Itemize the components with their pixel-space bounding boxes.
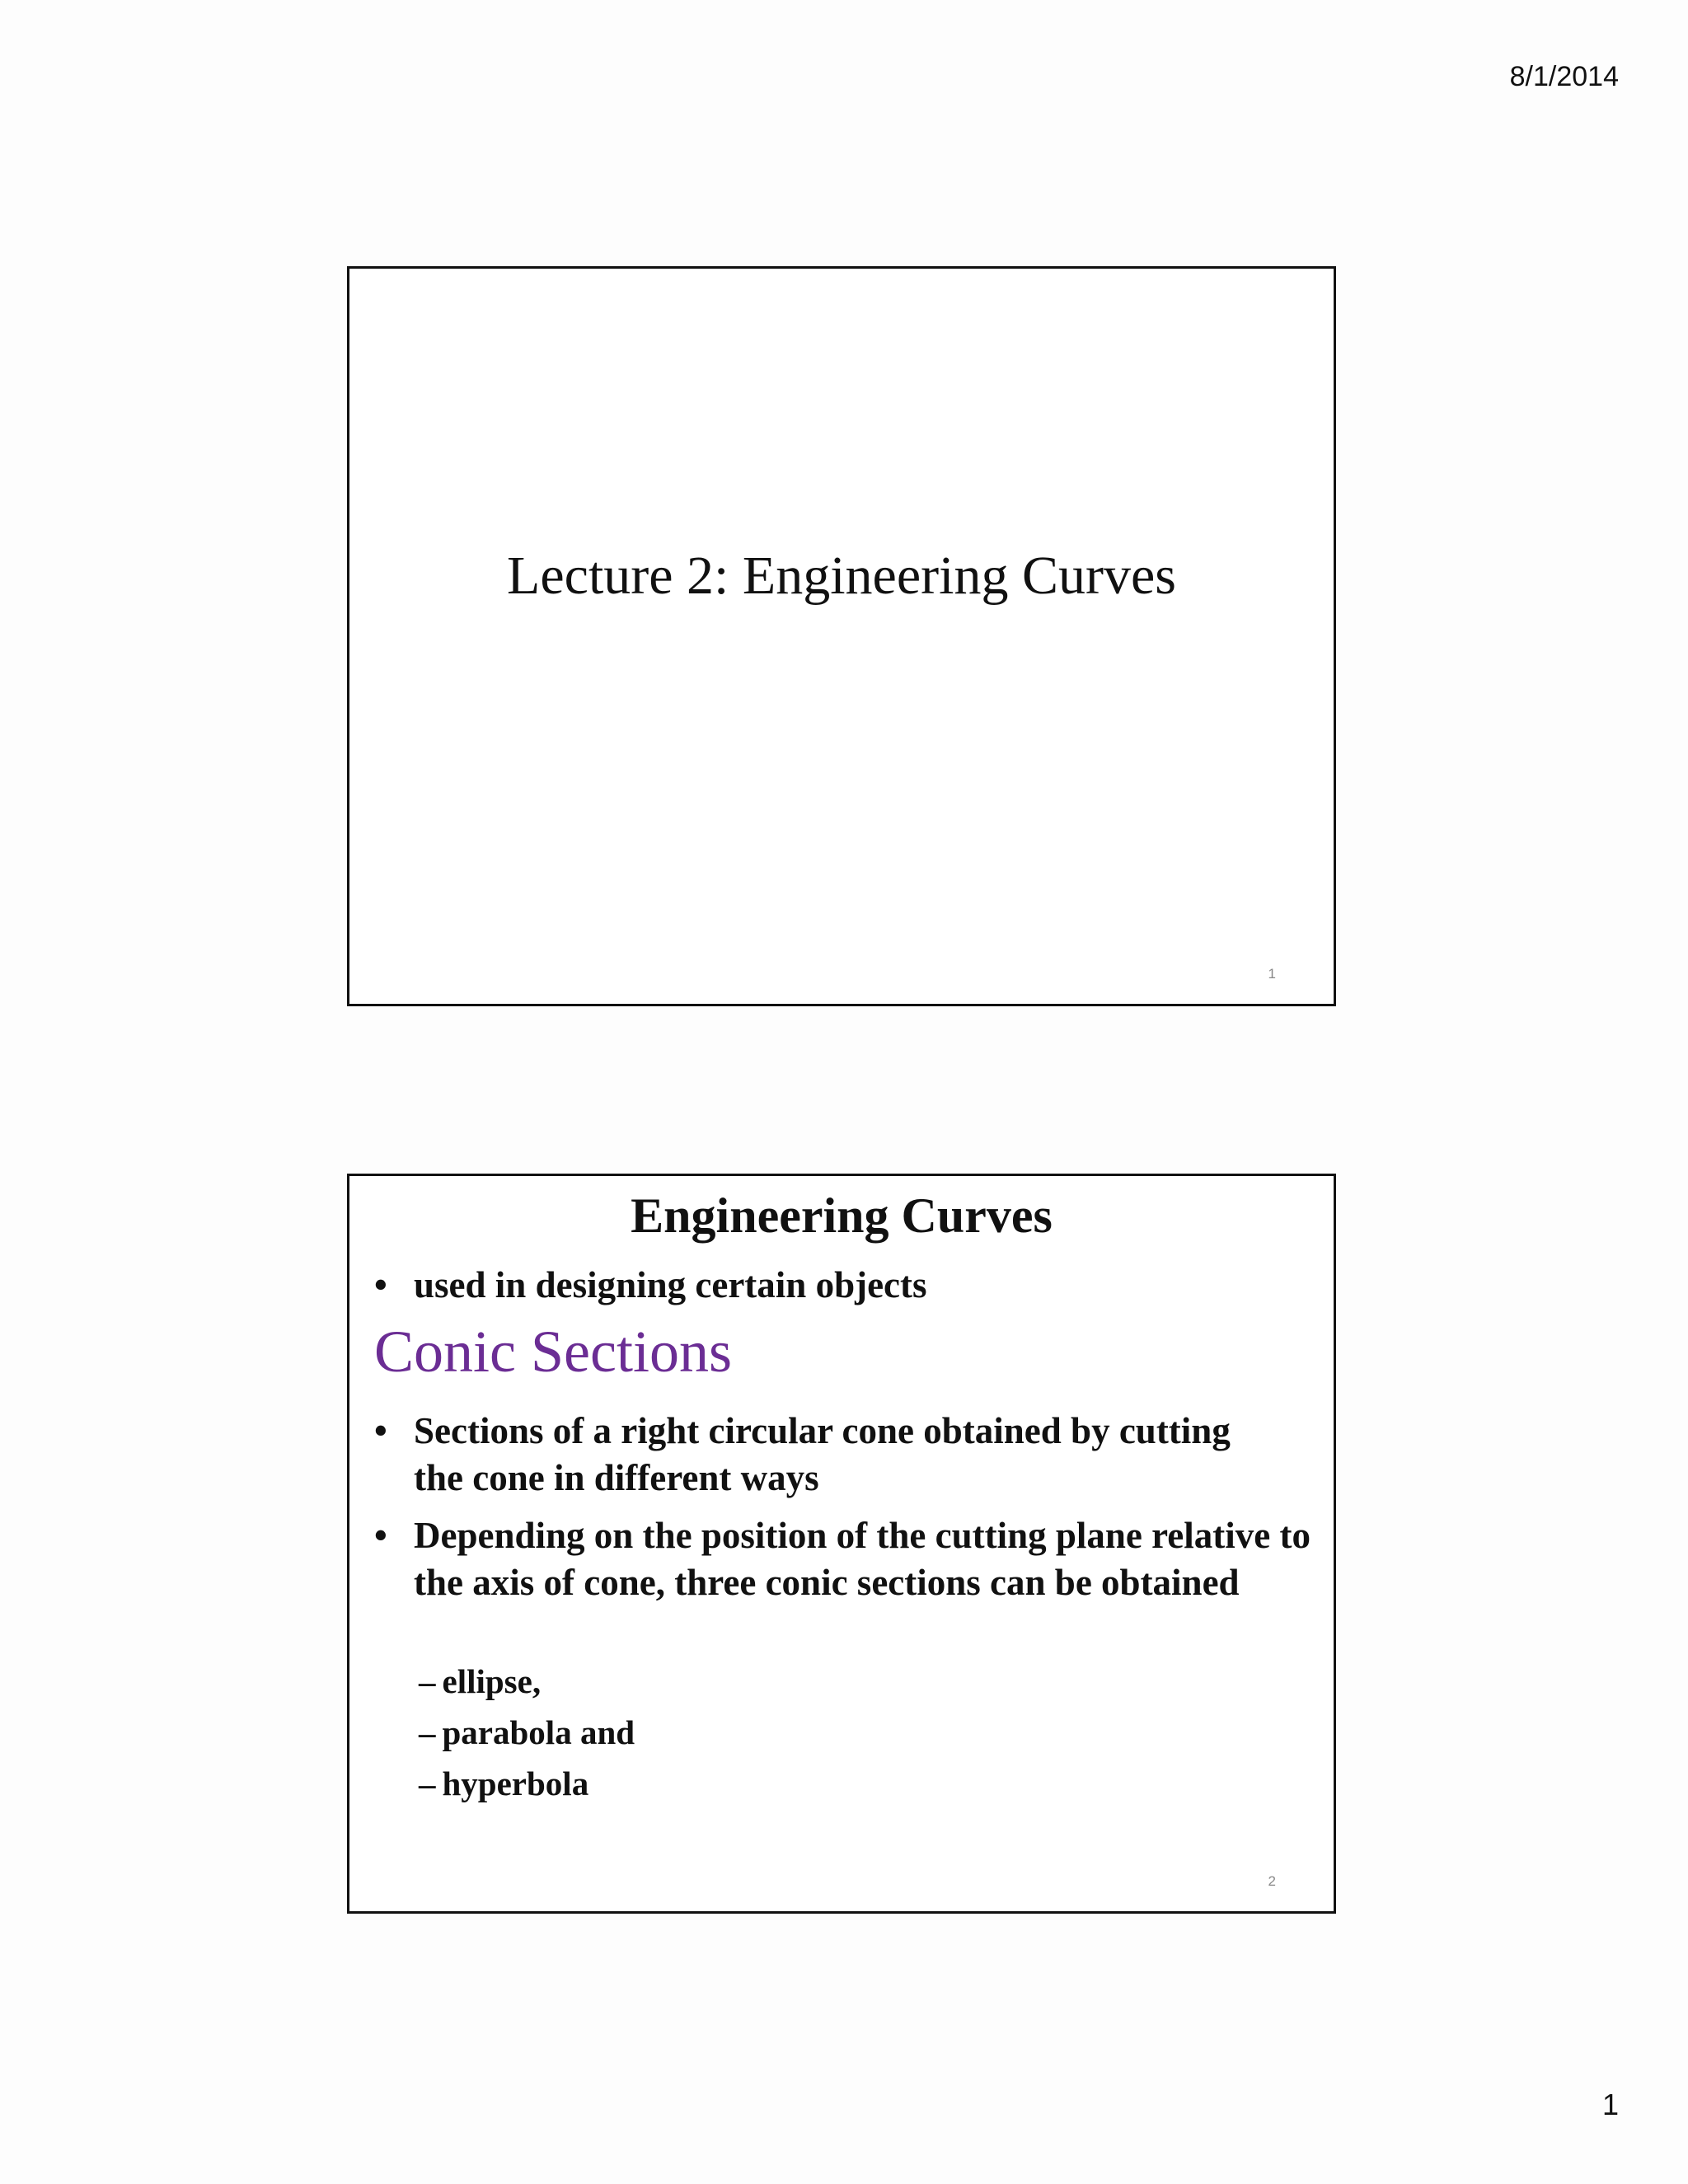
slide-2 bbox=[347, 1174, 1336, 1914]
bullet-text: used in designing certain objects bbox=[414, 1264, 927, 1305]
dash-icon: – bbox=[419, 1662, 436, 1700]
page-number: 1 bbox=[1601, 2088, 1619, 2121]
bullet-item bbox=[374, 1262, 1322, 1309]
bullet-icon: • bbox=[374, 1410, 387, 1451]
sub-item-parabola bbox=[419, 1713, 635, 1752]
sub-item-text: parabola and bbox=[442, 1713, 635, 1751]
bullet-item bbox=[374, 1408, 1256, 1502]
bullet-text: Depending on the position of the cutting plane relative to the axis of cone, three conic sections can be obtained bbox=[414, 1515, 1311, 1603]
conic-sections-heading: Conic Sections bbox=[374, 1319, 732, 1385]
slide-1-number: 1 bbox=[1268, 966, 1276, 982]
slide-2-title: Engineering Curves bbox=[631, 1188, 1053, 1243]
slide-1 bbox=[347, 266, 1336, 1006]
page-date: 8/1/2014 bbox=[1509, 61, 1619, 92]
sub-item-text: ellipse, bbox=[442, 1662, 542, 1700]
sub-item-ellipse bbox=[419, 1661, 541, 1701]
dash-icon: – bbox=[419, 1713, 436, 1751]
sub-item-text: hyperbola bbox=[442, 1765, 589, 1802]
bullet-icon: • bbox=[374, 1264, 387, 1305]
bullet-text: Sections of a right circular cone obtained by cutting the cone in different ways bbox=[414, 1410, 1231, 1498]
sub-item-hyperbola bbox=[419, 1764, 588, 1803]
bullet-item bbox=[374, 1512, 1314, 1606]
slide-2-number: 2 bbox=[1268, 1873, 1276, 1889]
slide-1-title: Lecture 2: Engineering Curves bbox=[507, 546, 1176, 606]
dash-icon: – bbox=[419, 1765, 436, 1802]
bullet-icon: • bbox=[374, 1515, 387, 1556]
